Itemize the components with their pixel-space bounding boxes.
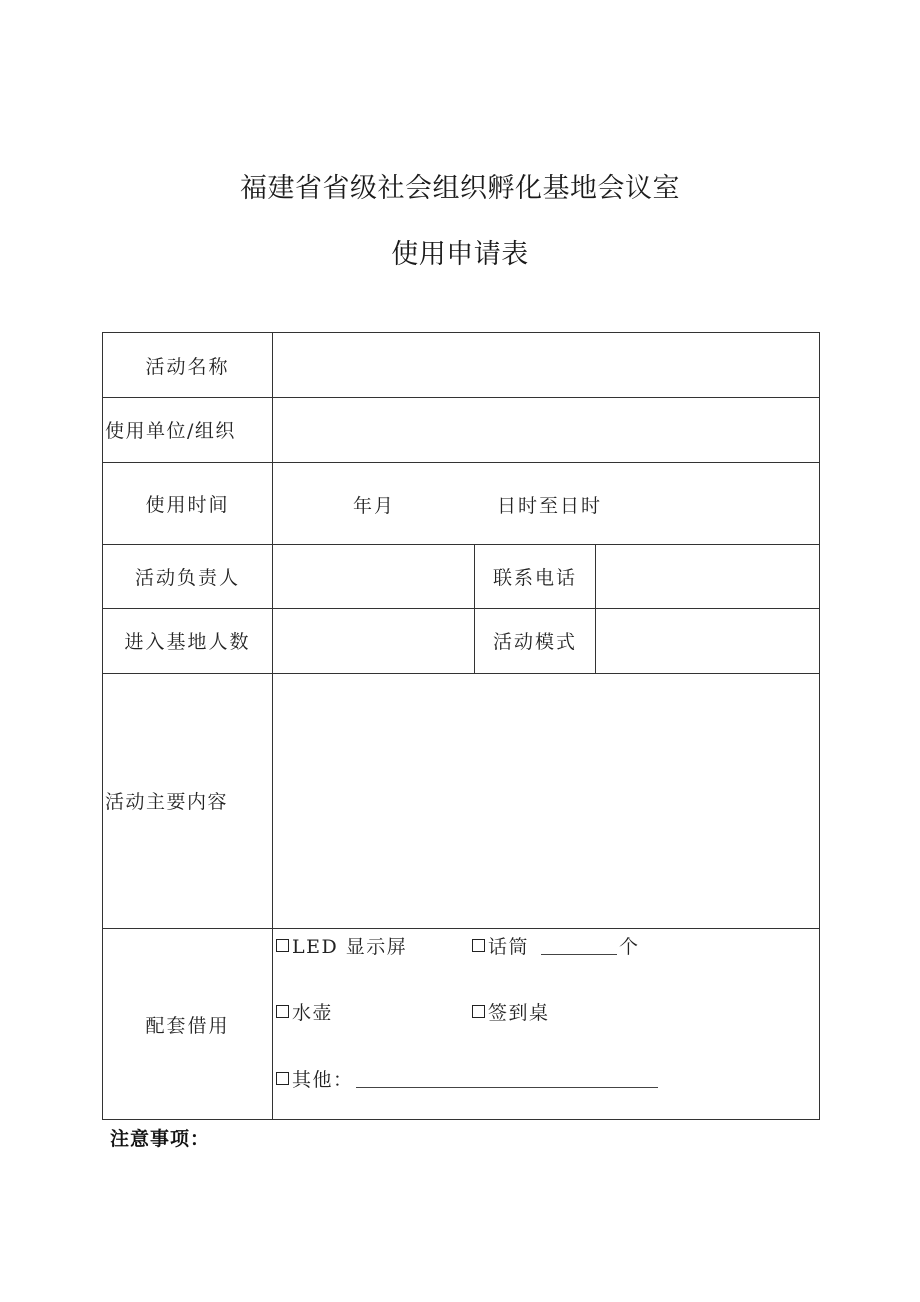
- option-microphone[interactable]: [472, 932, 640, 959]
- option-led-screen[interactable]: [276, 932, 407, 959]
- attendee-count-label: 进入基地人数: [124, 631, 251, 653]
- equipment-label: 配套借用: [145, 1014, 230, 1037]
- checkbox-icon[interactable]: [276, 1005, 289, 1018]
- equipment-options: [273, 928, 820, 1120]
- time-year-month-text: 年月: [353, 495, 396, 517]
- option-signin-desk[interactable]: [472, 998, 550, 1025]
- usage-time-field[interactable]: [273, 462, 820, 544]
- time-day-range-text: 日时至日时: [497, 495, 603, 517]
- application-form-table: [102, 332, 820, 1120]
- option-mic-label: 话筒: [488, 936, 530, 958]
- other-blank[interactable]: [356, 1069, 658, 1088]
- mic-quantity-blank[interactable]: [541, 936, 617, 955]
- activity-name-label: 活动名称: [145, 355, 230, 378]
- unit-field[interactable]: [273, 397, 820, 462]
- option-other-label: 其他：: [292, 1069, 354, 1091]
- form-subtitle: 使用申请表: [391, 239, 529, 270]
- phone-field[interactable]: [596, 544, 820, 608]
- option-other[interactable]: [276, 1065, 660, 1092]
- mic-unit-label: 个: [619, 936, 640, 958]
- usage-time-label: 使用时间: [145, 493, 230, 516]
- leader-label: 活动负责人: [134, 566, 240, 589]
- activity-mode-label: 活动模式: [492, 631, 577, 653]
- checkbox-icon[interactable]: [472, 939, 485, 952]
- option-kettle-label: 水壶: [292, 1002, 334, 1024]
- phone-label: 联系电话: [492, 566, 577, 589]
- option-led-label: LED 显示屏: [292, 936, 408, 958]
- content-field[interactable]: [273, 673, 820, 928]
- unit-label: 使用单位/组织: [105, 420, 236, 442]
- checkbox-icon[interactable]: [472, 1005, 485, 1018]
- form-title: 福建省省级社会组织孵化基地会议室: [240, 173, 680, 204]
- checkbox-icon[interactable]: [276, 1072, 289, 1085]
- activity-mode-field[interactable]: [596, 608, 820, 673]
- option-kettle[interactable]: [276, 998, 333, 1025]
- checkbox-icon[interactable]: [276, 939, 289, 952]
- notes-heading: 注意事项：: [110, 1128, 211, 1150]
- attendee-count-field[interactable]: [273, 608, 474, 673]
- leader-field[interactable]: [273, 544, 474, 608]
- content-label: 活动主要内容: [105, 791, 229, 813]
- activity-name-field[interactable]: [273, 333, 820, 397]
- option-signin-label: 签到桌: [488, 1002, 550, 1024]
